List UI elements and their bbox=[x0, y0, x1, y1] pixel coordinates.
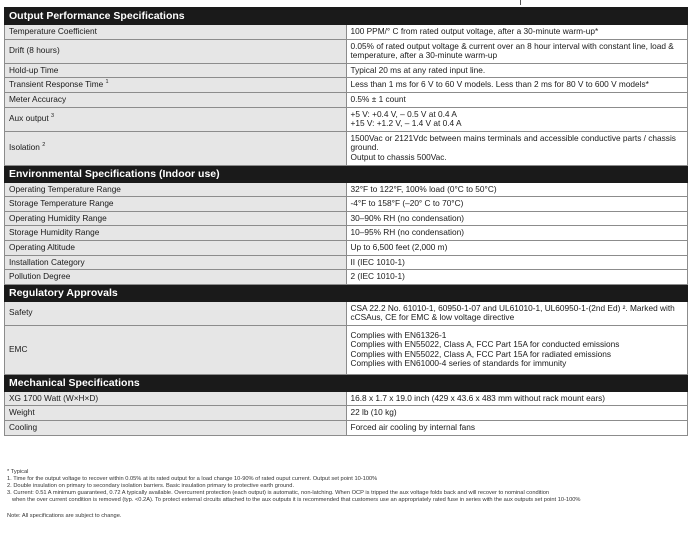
spec-value-line: Complies with EN55022, Class A, FCC Part 15A for radiated emissions bbox=[350, 348, 612, 359]
spec-label-cell bbox=[5, 92, 347, 107]
spec-row bbox=[5, 63, 688, 78]
spec-value-line: 22 lb (10 kg) bbox=[350, 407, 397, 418]
spec-row bbox=[5, 197, 688, 212]
spec-value-cell bbox=[346, 255, 688, 270]
spec-table-body bbox=[5, 8, 688, 436]
spec-label: XG 1700 Watt (W×H×D) bbox=[9, 392, 99, 403]
spec-row bbox=[5, 107, 688, 131]
footnote-2: 2. Double insulation on primary to secondary isolation barriers. Basic insulation primary to protective earth ground. bbox=[7, 483, 295, 489]
footnote-typical: * Typical bbox=[7, 469, 29, 475]
spec-value-line: 100 PPM/° C from rated output voltage, after a 30-minute warm-up* bbox=[350, 26, 599, 36]
spec-label: EMC bbox=[9, 344, 28, 355]
spec-value-cell bbox=[346, 301, 688, 325]
footnote-ref: 3 bbox=[50, 113, 55, 120]
spec-label: Transient Response Time bbox=[9, 79, 104, 90]
spec-value-line: Up to 6,500 feet (2,000 m) bbox=[350, 241, 448, 252]
spec-label: Temperature Coefficient bbox=[9, 26, 97, 36]
spec-value-cell bbox=[346, 78, 688, 93]
section-title: Environmental Specifications (Indoor use) bbox=[5, 165, 688, 182]
spec-label: Meter Accuracy bbox=[9, 93, 67, 104]
spec-value-cell bbox=[346, 92, 688, 107]
spec-value-cell bbox=[346, 270, 688, 285]
spec-value-cell bbox=[346, 63, 688, 78]
spec-label: Cooling bbox=[9, 422, 38, 433]
footnote-3-continued: when the over current condition is removed (typ. <0.2A). To protect external circuits attached to the aux outputs it is recommended that customers use an appropriately rated fuse in series with the aux outputs set point 10-100% bbox=[12, 497, 581, 503]
spec-label-cell bbox=[5, 270, 347, 285]
spec-value-line: II (IEC 1010-1) bbox=[350, 256, 405, 267]
spec-value-cell bbox=[346, 406, 688, 421]
section-title: Mechanical Specifications bbox=[5, 374, 688, 391]
spec-value-cell bbox=[346, 197, 688, 212]
spec-value-line: 16.8 x 1.7 x 19.0 inch (429 x 43.6 x 483 mm without rack mount ears) bbox=[350, 392, 606, 403]
spec-row bbox=[5, 25, 688, 40]
spec-row bbox=[5, 301, 688, 325]
spec-row bbox=[5, 226, 688, 241]
footnote-ref: 1 bbox=[105, 79, 109, 86]
spec-value-line: Typical 20 ms at any rated input line. bbox=[350, 64, 486, 75]
spec-value-line: 0.5% ± 1 count bbox=[350, 93, 406, 104]
spec-value-cell bbox=[346, 391, 688, 406]
spec-table bbox=[4, 7, 688, 436]
section-title: Output Performance Specifications bbox=[5, 8, 688, 25]
spec-value-cell bbox=[346, 131, 688, 165]
spec-label: Pollution Degree bbox=[9, 271, 71, 282]
spec-value-line: Forced air cooling by internal fans bbox=[350, 422, 476, 433]
spec-value-line: +15 V: +1.2 V, – 1.4 V at 0.4 A bbox=[350, 118, 462, 129]
spec-label: Operating Altitude bbox=[9, 241, 75, 252]
spec-value-line: 1500Vac or 2121Vdc between mains terminals and accessible conductive parts / chassis ground. bbox=[350, 132, 676, 153]
spec-row bbox=[5, 78, 688, 93]
spec-label: Installation Category bbox=[9, 256, 85, 267]
spec-row bbox=[5, 240, 688, 255]
spec-label-cell bbox=[5, 421, 347, 436]
spec-label-cell bbox=[5, 406, 347, 421]
section-title: Regulatory Approvals bbox=[5, 284, 688, 301]
spec-row bbox=[5, 39, 688, 63]
spec-label: Aux output bbox=[9, 113, 49, 124]
spec-value-cell bbox=[346, 226, 688, 241]
spec-value-line: CSA 22.2 No. 61010-1, 60950-1-07 and UL61010-1, UL60950-1-(2nd Ed) ². Marked with cCSAus, CE for EMC & low voltage directive bbox=[350, 302, 675, 323]
spec-value-line: -4°F to 158°F (–20° C to 70°C) bbox=[350, 198, 464, 209]
spec-value-line: 0.05% of rated output voltage & current over an 8 hour interval with constant line, load & temperature, after a 30-minute warm-up bbox=[350, 40, 674, 61]
section-header bbox=[5, 8, 688, 25]
spec-value-line: Complies with EN55022, Class A, FCC Part 15A for conducted emissions bbox=[350, 339, 620, 350]
spec-label: Operating Humidity Range bbox=[9, 212, 107, 223]
spec-label-cell bbox=[5, 63, 347, 78]
spec-value-line: Complies with EN61326-1 bbox=[350, 329, 447, 340]
footnotes bbox=[7, 469, 687, 520]
footnote-3: 3. Current: 0.51 A minimum guaranteed, 0.72 A typically available. Overcurrent protection (each output) is automatic, non-latching. When OCP is tripped the aux voltage folds back and will recover to nominal condition bbox=[7, 490, 550, 496]
spec-value-line: 32°F to 122°F, 100% load (0°C to 50°C) bbox=[350, 183, 497, 194]
spec-label: Drift (8 hours) bbox=[9, 45, 60, 56]
spec-row bbox=[5, 325, 688, 374]
spec-label: Storage Temperature Range bbox=[9, 198, 114, 209]
spec-row bbox=[5, 421, 688, 436]
spec-change-note: Note: All specifications are subject to change. bbox=[7, 513, 122, 519]
spec-row bbox=[5, 182, 688, 197]
spec-label-cell bbox=[5, 226, 347, 241]
spec-label-cell bbox=[5, 131, 347, 165]
spec-value-cell bbox=[346, 107, 688, 131]
spec-label-cell bbox=[5, 301, 347, 325]
spec-label: Hold-up Time bbox=[9, 64, 59, 75]
spec-label-cell bbox=[5, 39, 347, 63]
spec-row bbox=[5, 406, 688, 421]
spec-sheet bbox=[4, 7, 688, 436]
spec-value-line: 30–90% RH (no condensation) bbox=[350, 212, 464, 223]
spec-value-cell bbox=[346, 240, 688, 255]
spec-value-cell bbox=[346, 325, 688, 374]
spec-label: Weight bbox=[9, 407, 35, 418]
spec-row bbox=[5, 391, 688, 406]
spec-label-cell bbox=[5, 255, 347, 270]
spec-row bbox=[5, 255, 688, 270]
spec-value-line: Less than 1 ms for 6 V to 60 V models. Less than 2 ms for 80 V to 600 V models* bbox=[350, 79, 649, 90]
spec-row bbox=[5, 131, 688, 165]
spec-label: Isolation bbox=[9, 142, 40, 153]
footnote-ref: 2 bbox=[42, 142, 46, 149]
spec-label-cell bbox=[5, 78, 347, 93]
spec-label-cell bbox=[5, 391, 347, 406]
spec-label-cell bbox=[5, 240, 347, 255]
spec-row bbox=[5, 270, 688, 285]
spec-label-cell bbox=[5, 107, 347, 131]
spec-label-cell bbox=[5, 25, 347, 40]
spec-value-line: Complies with EN61000-4 series of standards for immunity bbox=[350, 358, 567, 369]
spec-row bbox=[5, 211, 688, 226]
spec-value-cell bbox=[346, 421, 688, 436]
page-edge-tick bbox=[520, 0, 521, 5]
spec-value-cell bbox=[346, 39, 688, 63]
spec-value-line: 10–95% RH (no condensation) bbox=[350, 227, 464, 238]
spec-label-cell bbox=[5, 182, 347, 197]
spec-label-cell bbox=[5, 211, 347, 226]
spec-value-cell bbox=[346, 211, 688, 226]
section-header bbox=[5, 165, 688, 182]
spec-label-cell bbox=[5, 197, 347, 212]
spec-label: Operating Temperature Range bbox=[9, 183, 121, 194]
spec-label-cell bbox=[5, 325, 347, 374]
section-header bbox=[5, 284, 688, 301]
spec-label: Safety bbox=[9, 307, 33, 318]
spec-value-cell bbox=[346, 182, 688, 197]
spec-value-line: +5 V: +0.4 V, – 0.5 V at 0.4 A bbox=[350, 108, 457, 119]
spec-value-cell bbox=[346, 25, 688, 40]
footnote-1: 1. Time for the output voltage to recover within 0.05% at its rated output for a load change 10-90% of rated ouput current. Output set point 10-100% bbox=[7, 476, 378, 482]
spec-row bbox=[5, 92, 688, 107]
spec-value-line: Output to chassis 500Vac. bbox=[350, 151, 447, 162]
spec-value-line: 2 (IEC 1010-1) bbox=[350, 271, 405, 282]
section-header bbox=[5, 374, 688, 391]
spec-label: Storage Humidity Range bbox=[9, 227, 100, 238]
